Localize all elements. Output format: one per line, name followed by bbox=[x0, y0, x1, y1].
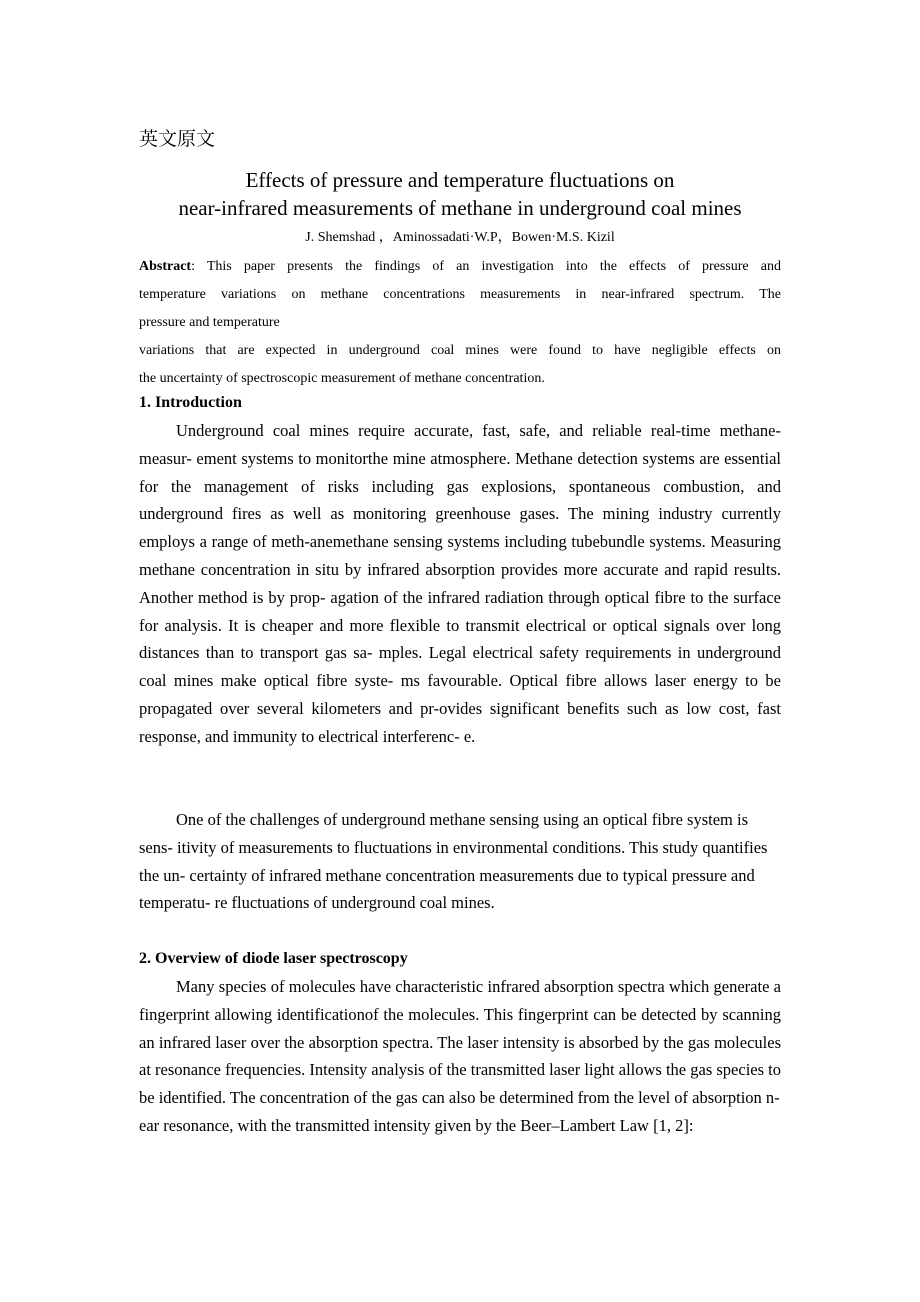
abstract-line-1 bbox=[139, 253, 781, 281]
abstract-separator: : bbox=[191, 259, 195, 274]
section-heading-overview: 2. Overview of diode laser spectroscopy bbox=[139, 950, 408, 967]
abstract-line-3: pressure and temperature bbox=[139, 315, 280, 330]
chinese-header: 英文原文 bbox=[139, 128, 216, 150]
abstract-line-4: variations that are expected in underground coal mines were found to have negligible effects on bbox=[139, 343, 781, 358]
introduction-paragraph-2: One of the challenges of underground methane sensing using an optical fibre system is sens- itivity of measurements to fluctuations in environmental conditions. This study quantifies the un- certainty of infrared methane concentration measurements due to typical pressure and temperatu- re fluctuations of underground coal mines. bbox=[139, 810, 768, 913]
author-list: J. Shemshad ，Aminossadati·W.P，Bowen·M.S. Kizil bbox=[305, 230, 615, 245]
introduction-paragraph-2-container bbox=[139, 806, 769, 917]
abstract-line-5: the uncertainty of spectroscopic measurement of methane concentration. bbox=[139, 371, 545, 386]
overview-paragraph-1-last-line: ear resonance, with the transmitted intensity given by the Beer–Lambert Law [1, 2]: bbox=[139, 1115, 694, 1135]
paper-title-line1: Effects of pressure and temperature fluctuations on bbox=[245, 168, 675, 192]
section-heading-introduction: 1. Introduction bbox=[139, 394, 242, 411]
abstract-line-2: temperature variations on methane concentrations measurements in near-infrared spectrum. The bbox=[139, 287, 781, 302]
introduction-paragraph-1: Underground coal mines require accurate, fast, safe, and reliable real-time methane-measur- ement systems to monitorthe mine atmosphere. Methane detection systems are essential for the management of risks including gas explosions, spontaneous combustion, and underground fires as well as monitoring greenhouse gases. The mining industry currently employs a range of meth-anemethane sensing systems including tubebundle systems. Measuring methane concentration in situ by infrared absorption provides more accurate and rapid results. Another method is by prop- agation of the infrared radiation through optical fibre to the surface for analysis. It is cheaper and more flexible to transmit electrical or optical signals over long distances than to transport gas sa- mples. Legal electrical safety requirements in underground coal mines make optical fibre syste- ms favourable. Optical fibre allows laser energy to be propagated over several kilometers and pr-ovides significant benefits such as low cost, fast response, and immunity to electrical interferenc- e. bbox=[139, 421, 781, 746]
abstract-label: Abstract bbox=[139, 259, 192, 274]
paper-title-line2: near-infrared measurements of methane in underground coal mines bbox=[178, 196, 742, 220]
introduction-paragraph-1-container bbox=[139, 417, 781, 751]
abstract bbox=[139, 253, 781, 393]
overview-paragraph-container bbox=[139, 973, 781, 1140]
abstract-text-1: This paper presents the findings of an investigation into the effects of pressure and bbox=[195, 259, 781, 274]
overview-paragraph-1: Many species of molecules have characteristic infrared absorption spectra which generate a fingerprint allowing identificationof the molecules. This fingerprint can be detected by scanning an infrared laser over the absorption spectra. The laser intensity is absorbed by the gas molecules at resonance frequencies. Intensity analysis of the transmitted laser light allows the gas species to be identified. The concentration of the gas can also be determined from the level of absorption n- bbox=[139, 977, 781, 1108]
